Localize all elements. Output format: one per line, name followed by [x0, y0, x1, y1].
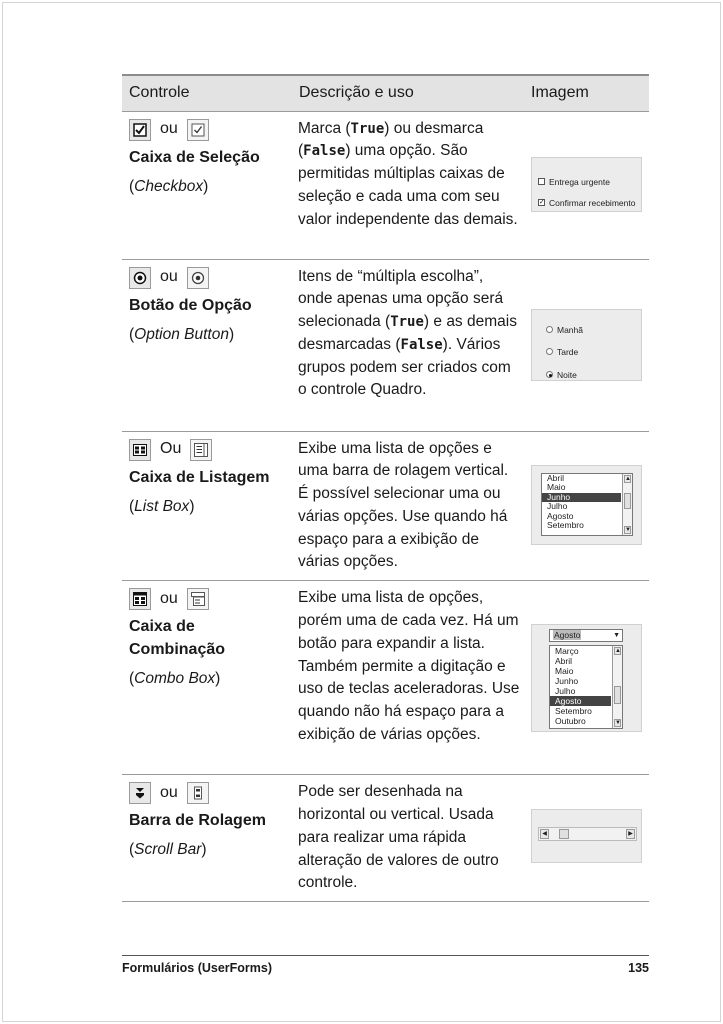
- description-cell: Pode ser desenhada na horizontal ou vertical. Usada para realizar uma rápida alteração de valores de outro controle.: [292, 775, 524, 902]
- checkbox-example: Entrega urgente ✓ Confirmar recebimento: [531, 157, 642, 212]
- list-item[interactable]: Outubro: [555, 716, 586, 727]
- control-alias: (List Box): [129, 497, 195, 515]
- description-cell: Marca (True) ou desmarca (False) uma opção. São permitidas múltiplas caixas de seleção e cada uma com seu valor independente das demais.: [292, 111, 524, 259]
- control-alias: (Checkbox): [129, 177, 209, 195]
- list-item[interactable]: Setembro: [547, 520, 584, 530]
- list-item[interactable]: Março: [555, 646, 579, 657]
- control-cell: [122, 111, 292, 259]
- table-header-row: [122, 75, 649, 111]
- list-scrollbar[interactable]: [622, 474, 632, 535]
- or-word: ou: [160, 120, 178, 138]
- description-cell: Exibe uma lista de opções, porém uma de cada vez. Há um botão para expandir a lista. Também permite a digitação e uso de teclas aceleradoras. Use quando não há espaço para a exibição de várias opções.: [292, 581, 524, 775]
- table-row: [122, 259, 649, 431]
- header-control: Controle: [122, 75, 292, 111]
- option-button-icon-alt: [187, 267, 209, 289]
- listbox-icon-alt: [190, 439, 212, 461]
- control-alias: (Scroll Bar): [129, 841, 207, 859]
- combobox-icon: [129, 588, 151, 610]
- listbox-icon: [129, 439, 151, 461]
- radio-unselected[interactable]: [546, 348, 553, 355]
- scroll-left-arrow-icon[interactable]: ◀: [540, 829, 549, 839]
- combobox-example: [531, 624, 642, 732]
- list-item[interactable]: Julho: [547, 501, 568, 511]
- control-cell: [122, 581, 292, 775]
- header-description: Descrição e uso: [292, 75, 524, 111]
- scroll-up-arrow-icon[interactable]: ▲: [615, 648, 621, 655]
- list-item[interactable]: Setembro: [555, 706, 592, 717]
- combobox-field[interactable]: Agosto ▼: [549, 629, 623, 642]
- controls-table: [122, 74, 649, 902]
- table-row: [122, 431, 649, 581]
- control-alias: (Option Button): [129, 325, 235, 343]
- table-row: [122, 775, 649, 902]
- control-alias: (Combo Box): [129, 670, 221, 688]
- listbox[interactable]: [541, 473, 633, 536]
- scroll-thumb[interactable]: [614, 686, 621, 704]
- list-item[interactable]: Maio: [547, 482, 566, 492]
- image-cell: [524, 775, 649, 902]
- list-item-selected[interactable]: Junho: [542, 493, 621, 503]
- table-row: [122, 581, 649, 775]
- combobox-icon-alt: [187, 588, 209, 610]
- checkbox-icon-alt: [187, 119, 209, 141]
- radio-selected[interactable]: [546, 371, 553, 378]
- listbox-example: [531, 465, 642, 545]
- control-cell: [122, 431, 292, 581]
- list-item[interactable]: Abril: [555, 656, 573, 667]
- scrollbar-example: [531, 809, 642, 863]
- control-name: Caixa de Seleção: [129, 148, 260, 166]
- control-name: Botão de Opção: [129, 296, 252, 314]
- list-scrollbar[interactable]: [612, 646, 622, 728]
- control-cell: [122, 259, 292, 431]
- list-item[interactable]: Abril: [547, 472, 565, 483]
- combobox-dropdown-list[interactable]: [549, 645, 623, 729]
- image-cell: [524, 581, 649, 775]
- list-item[interactable]: Junho: [555, 676, 579, 687]
- checkbox-checked[interactable]: ✓: [539, 199, 545, 207]
- scrollbar-icon-alt: [187, 782, 209, 804]
- or-word: Ou: [160, 440, 182, 458]
- scroll-down-arrow-icon[interactable]: ▼: [615, 720, 621, 727]
- radio-unselected[interactable]: [546, 326, 553, 333]
- control-name: Barra de Rolagem: [129, 812, 266, 830]
- control-name-line1: Caixa de: [129, 618, 195, 636]
- image-cell: [524, 259, 649, 431]
- scroll-right-arrow-icon[interactable]: ▶: [626, 829, 635, 839]
- dropdown-arrow-icon[interactable]: ▼: [613, 632, 620, 640]
- or-word: ou: [160, 589, 178, 607]
- scroll-down-arrow-icon[interactable]: ▼: [625, 526, 631, 533]
- control-name-line2: Combinação: [129, 641, 226, 659]
- table-row: [122, 111, 649, 259]
- header-image: Imagem: [524, 75, 649, 111]
- control-cell: [122, 775, 292, 902]
- or-word: ou: [160, 783, 178, 801]
- list-item[interactable]: Agosto: [547, 510, 574, 521]
- page-footer: [122, 955, 649, 975]
- list-item[interactable]: Julho: [555, 686, 576, 697]
- scroll-thumb[interactable]: [559, 829, 569, 839]
- scrollbar-icon: [129, 782, 151, 804]
- footer-chapter-title: Formulários (UserForms): [122, 961, 273, 975]
- image-cell: [524, 111, 649, 259]
- or-word: ou: [160, 268, 178, 286]
- description-cell: Exibe uma lista de opções e uma barra de rolagem vertical. É possível selecionar uma ou várias opções. Use quando há espaço para a exibição de várias opções.: [292, 431, 524, 581]
- image-cell: [524, 431, 649, 581]
- option-button-icon: [129, 267, 151, 289]
- checkbox-icon: [129, 119, 151, 141]
- scroll-up-arrow-icon[interactable]: ▲: [625, 475, 631, 482]
- list-item[interactable]: Maio: [555, 666, 574, 677]
- page-number: 135: [628, 961, 649, 975]
- scroll-thumb[interactable]: [624, 493, 631, 509]
- list-item-selected[interactable]: Agosto: [550, 696, 611, 706]
- checkbox-unchecked[interactable]: [538, 178, 545, 185]
- control-name: Caixa de Listagem: [129, 468, 270, 486]
- description-cell: Itens de “múltipla escolha”, onde apenas uma opção será selecionada (True) e as demais desmarcadas (False). Vários grupos podem ser criados com o controle Quadro.: [292, 259, 524, 431]
- horizontal-scrollbar[interactable]: [538, 827, 637, 841]
- option-button-example: Manhã Tarde Noite: [531, 309, 642, 381]
